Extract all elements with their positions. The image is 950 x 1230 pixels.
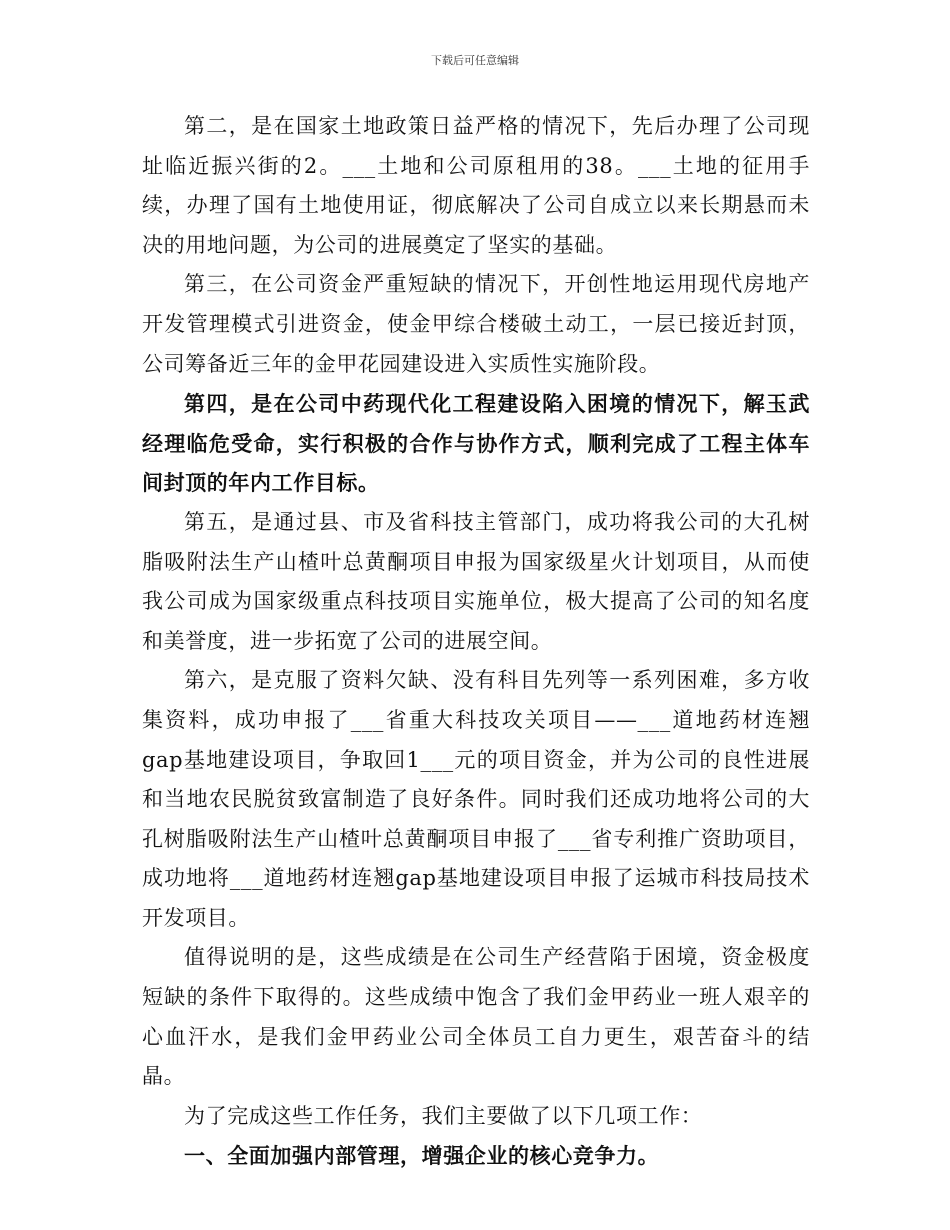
document-body bbox=[142, 107, 810, 1176]
section-heading: 一、全面加强内部管理，增强企业的核心竞争力。 bbox=[184, 1143, 660, 1169]
paragraph-note: 值得说明的是，这些成绩是在公司生产经营陷于困境，资金极度短缺的条件下取得的。这些成绩中饱含了我们金甲药业一班人艰辛的心血汗水，是我们金甲药业公司全体员工自力更生，艰苦奋斗的结晶。 bbox=[142, 945, 810, 1089]
paragraph-fourth: 第四，是在公司中药现代化工程建设陷入困境的情况下，解玉武经理临危受命，实行积极的合作与协作方式，顺利完成了工程主体车间封顶的年内工作目标。 bbox=[142, 391, 810, 496]
paragraph-sixth: 第六，是克服了资料欠缺、没有科目先列等一系列困难，多方收集资料，成功申报了___省重大科技攻关项目——___道地药材连翘gap基地建设项目，争取回1___元的项目资金，并为公司的良性进展和当地农民脱贫致富制造了良好条件。同时我们还成功地将公司的大孔树脂吸附法生产山楂叶总黄酮项目申报了___省专利推广资助项目，成功地将___道地药材连翘gap基地建设项目申报了运城市科技局技术开发项目。 bbox=[142, 668, 810, 930]
paragraph-third: 第三，在公司资金严重短缺的情况下，开创性地运用现代房地产开发管理模式引进资金，使金甲综合楼破土动工，一层已接近封顶，公司筹备近三年的金甲花园建设进入实质性实施阶段。 bbox=[142, 272, 810, 376]
paragraph-second: 第二，是在国家土地政策日益严格的情况下，先后办理了公司现址临近振兴街的2。___土地和公司原租用的38。___土地的征用手续，办理了国有土地使用证，彻底解决了公司自成立以来长期悬而未决的用地问题，为公司的进展奠定了坚实的基础。 bbox=[142, 114, 810, 257]
paragraph-intro: 为了完成这些工作任务，我们主要做了以下几项工作： bbox=[184, 1103, 703, 1128]
page-header: 下载后可任意编辑 bbox=[431, 54, 519, 67]
paragraph-fifth: 第五，是通过县、市及省科技主管部门，成功将我公司的大孔树脂吸附法生产山楂叶总黄酮项目申报为国家级星火计划项目，从而使我公司成为国家级重点科技项目实施单位，极大提高了公司的知名度和美誉度，进一步拓宽了公司的进展空间。 bbox=[142, 509, 810, 653]
